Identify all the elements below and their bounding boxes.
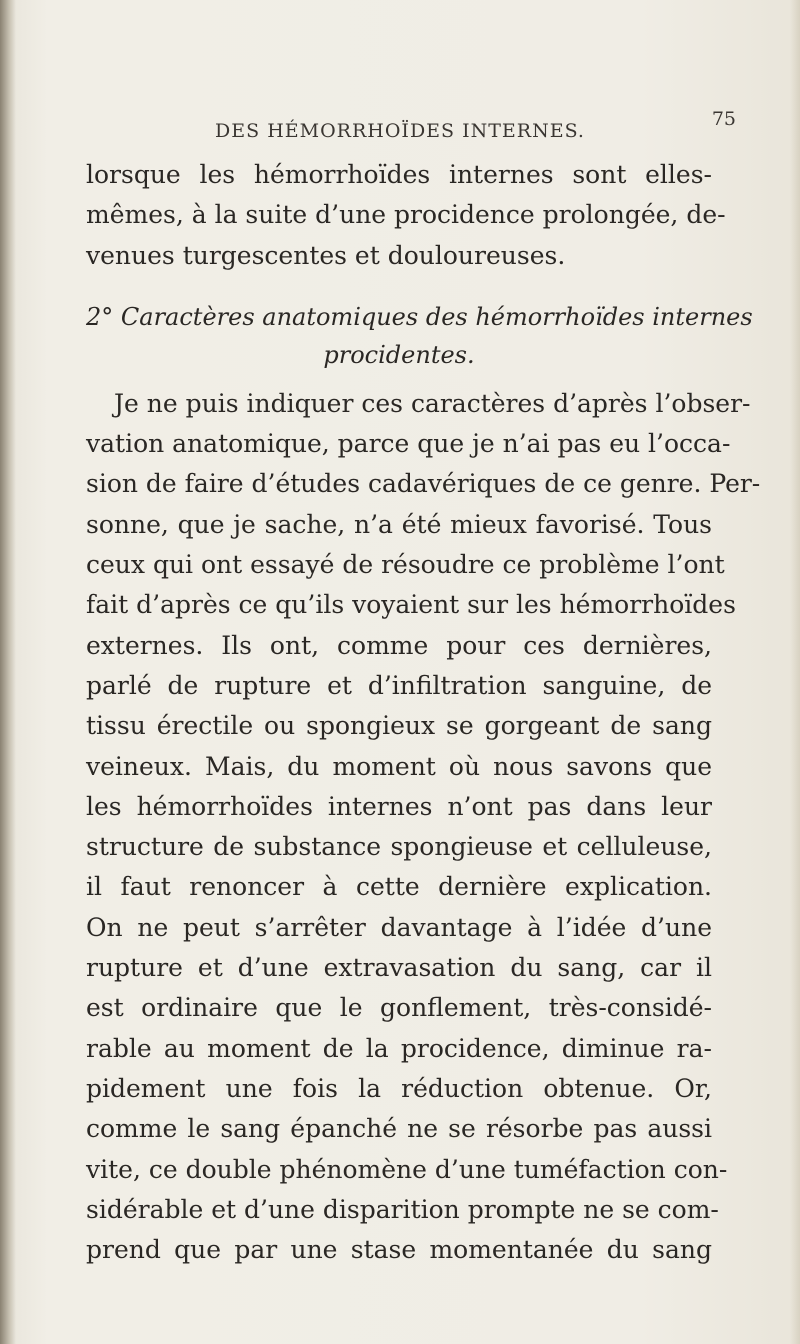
text-line: les hémorrhoïdes internes n’ont pas dans leur: [86, 791, 712, 821]
text-line: mêmes, à la suite d’une procidence prolongée, de-: [86, 200, 726, 230]
page-number: 75: [711, 108, 736, 130]
text-line: pidement une fois la réduction obtenue. Or,: [86, 1073, 712, 1103]
text-line: veineux. Mais, du moment où nous savons que: [86, 751, 712, 781]
text-line: parlé de rupture et d’infiltration sanguine, de: [86, 670, 712, 700]
section-spacer: [86, 374, 712, 384]
text-line: rupture et d’une extravasation du sang, car il: [86, 953, 712, 983]
text-line: sonne, que je sache, n’a été mieux favorisé. Tous: [86, 509, 712, 539]
text-line: tissu érectile ou spongieux se gorgeant de sang: [86, 711, 712, 741]
section-spacer: [86, 276, 712, 298]
text-line: vation anatomique, parce que je n’ai pas eu l’occa-: [86, 429, 731, 459]
text-line: externes. Ils ont, comme pour ces dernières,: [86, 630, 712, 660]
page-edge: [790, 0, 800, 1344]
text-line: On ne peut s’arrêter davantage à l’idée d’une: [86, 912, 712, 942]
text-line: lorsque les hémorrhoïdes internes sont elles-: [86, 160, 712, 189]
body-text: [86, 155, 761, 1270]
text-line: ceux qui ont essayé de résoudre ce problème l’ont: [86, 550, 725, 580]
text-line: comme le sang épanché ne se résorbe pas aussi: [86, 1114, 712, 1144]
section-heading-continued: procidentes.: [323, 340, 475, 369]
text-line: Je ne puis indiquer ces caractères d’après l’obser-: [114, 388, 751, 418]
text-line: il faut renoncer à cette dernière explication.: [86, 872, 712, 902]
text-line: sidérable et d’une disparition prompte ne se com-: [86, 1194, 719, 1224]
page-gutter-shadow: [0, 0, 16, 1344]
section-heading: 2° Caractères anatomiques des hémorrhoïdes internes: [86, 302, 753, 331]
text-line: venues turgescentes et douloureuses.: [86, 240, 566, 270]
running-header: [100, 108, 736, 150]
text-line: est ordinaire que le gonflement, très-considé-: [86, 993, 712, 1023]
text-line: prend que par une stase momentanée du sang: [86, 1235, 712, 1265]
text-line: rable au moment de la procidence, diminue ra-: [86, 1033, 712, 1063]
text-line: vite, ce double phénomène d’une tuméfaction con-: [86, 1154, 728, 1184]
text-line: sion de faire d’études cadavériques de ce genre. Per-: [86, 469, 761, 499]
running-title: DES HÉMORRHOÏDES INTERNES.: [215, 120, 585, 142]
text-line: structure de substance spongieuse et celluleuse,: [86, 832, 712, 862]
text-line: fait d’après ce qu’ils voyaient sur les hémorrhoïdes: [86, 590, 736, 620]
